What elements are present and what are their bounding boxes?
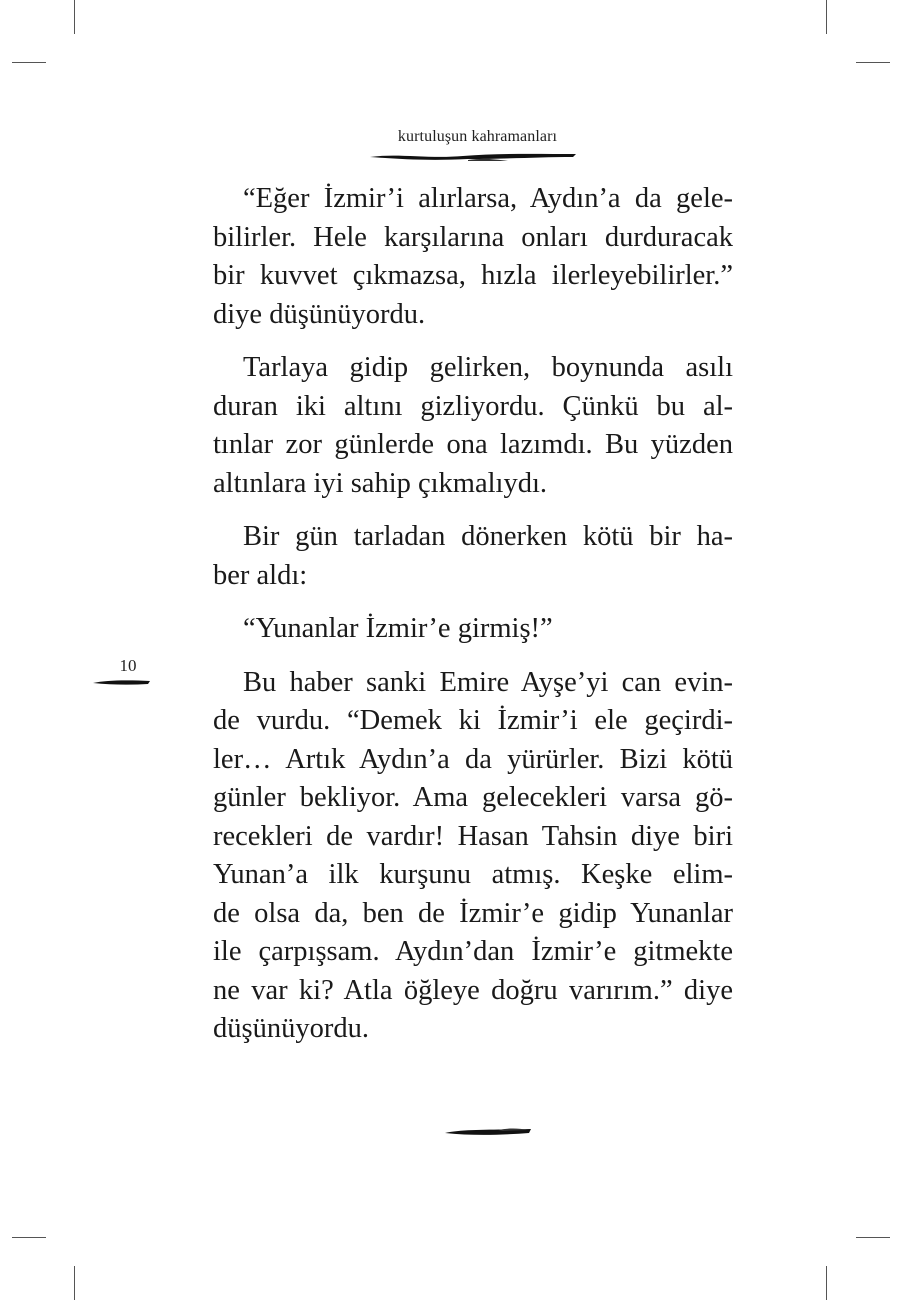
paragraph: [213, 180, 733, 334]
crop-mark-bottom-right: [826, 1266, 827, 1300]
crop-mark-bottom-left: [74, 1266, 75, 1300]
text-line: bilirler. Hele karşılarına onları durduracak: [213, 221, 733, 253]
section-end-brush-stroke: [443, 1125, 533, 1139]
crop-mark-left-top: [12, 62, 46, 63]
crop-mark-right-bottom: [856, 1237, 890, 1238]
crop-mark-top-left: [74, 0, 75, 34]
page-number-brush-stroke: [92, 677, 152, 687]
text-line: ile çarpışsam. Aydın’dan İzmir’e gitmekte: [213, 936, 733, 967]
text-line: “Yunanlar İzmir’e girmiş!”: [243, 613, 553, 644]
text-line: tınlar zor günlerde ona lazımdı. Bu yüzden: [213, 429, 733, 460]
text-line: Bu haber sanki Emire Ayşe’yi can evin-: [243, 666, 733, 698]
crop-mark-right-top: [856, 62, 890, 63]
text-line: Tarlaya gidip gelirken, boynunda asılı: [243, 352, 733, 383]
running-head-brush-stroke: [368, 150, 578, 162]
text-line: Bir gün tarladan dönerken kötü bir ha-: [243, 521, 733, 552]
text-line: düşünüyordu.: [213, 1013, 369, 1044]
text-line: Yunan’a ilk kurşunu atmış. Keşke elim-: [213, 859, 733, 890]
text-line: ler… Artık Aydın’a da yürürler. Bizi kötü: [213, 743, 733, 775]
crop-mark-top-right: [826, 0, 827, 34]
text-line: ber aldı:: [213, 559, 308, 591]
text-line: ne var ki? Atla öğleye doğru varırım.” diye: [213, 974, 733, 1006]
text-line: diye düşünüyordu.: [213, 298, 426, 330]
text-line: de vurdu. “Demek ki İzmir’i ele geçirdi-: [213, 705, 733, 736]
paragraph: [213, 610, 733, 649]
text-line: bir kuvvet çıkmazsa, hızla ilerleyebilirler.”: [213, 260, 733, 291]
text-line: “Eğer İzmir’i alırlarsa, Aydın’a da gele-: [243, 183, 733, 214]
running-head: kurtuluşun kahramanları: [397, 128, 558, 145]
page-number: 10: [119, 656, 137, 675]
text-line: günler bekliyor. Ama gelecekleri varsa gö-: [213, 782, 733, 813]
text-line: de olsa da, ben de İzmir’e gidip Yunanlar: [213, 897, 733, 929]
paragraph: [213, 349, 733, 503]
text-line: altınlara iyi sahip çıkmalıydı.: [213, 467, 547, 499]
text-line: recekleri de vardır! Hasan Tahsin diye biri: [213, 820, 733, 852]
text-line: duran iki altını gizliyordu. Çünkü bu al-: [213, 390, 733, 422]
crop-mark-left-bottom: [12, 1237, 46, 1238]
paragraph: [213, 664, 733, 1049]
paragraph: [213, 518, 733, 595]
body-text: [213, 180, 733, 1064]
